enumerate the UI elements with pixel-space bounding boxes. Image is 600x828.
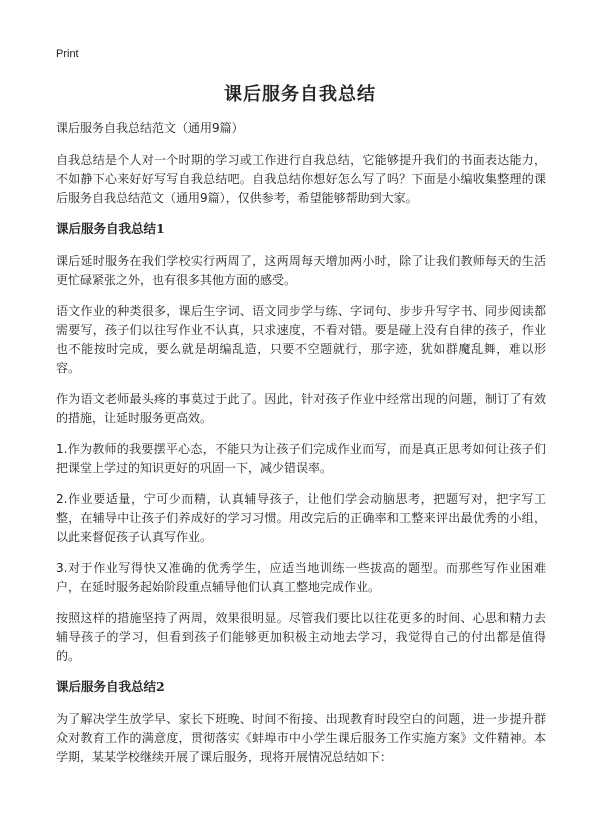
document-title: 课后服务自我总结 — [224, 84, 376, 105]
paragraph: 按照这样的措施坚持了两周，效果很明显。尽管我们要比以往花更多的时间、心思和精力去辅导孩子的学习，但看到孩子们能够更加积极主动地去学习，我觉得自己的付出都是值得的。 — [56, 611, 546, 663]
list-paragraph-2: 2.作业要适量，宁可少而精，认真辅导孩子，让他们学会动脑思考，把题写对，把字写工整，在辅导中让孩子们养成好的学习习惯。用改完后的正确率和工整来评出最优秀的小组，以此来督促孩子认真写作业。 — [56, 492, 546, 544]
paragraph: 课后延时服务在我们学校实行两周了，这两周每天增加两小时，除了让我们教师每天的生活更忙碌紧张之外，也有很多其他方面的感受。 — [56, 254, 546, 287]
section-heading-1: 课后服务自我总结1 — [56, 221, 165, 236]
document-subtitle: 课后服务自我总结范文（通用9篇） — [56, 121, 244, 135]
list-paragraph-3: 3.对于作业写得快又准确的优秀学生，应适当地训练一些拔高的题型。而那些写作业困难户，在延时服务起始阶段重点辅导他们认真工整地完成作业。 — [56, 561, 546, 594]
list-paragraph-1: 1.作为教师的我要摆平心态，不能只为让孩子们完成作业而写，而是真正思考如何让孩子们把课堂上学过的知识更好的巩固一下，减少错误率。 — [56, 442, 546, 475]
print-link[interactable]: Print — [56, 48, 79, 60]
paragraph: 作为语文老师最头疼的事莫过于此了。因此，针对孩子作业中经常出现的问题，制订了有效的措施，让延时服务更高效。 — [56, 392, 546, 425]
paragraph: 为了解决学生放学早、家长下班晚、时间不衔接、出现教育时段空白的问题，进一步提升群众对教育工作的满意度，贯彻落实《蚌埠市中小学生课后服务工作实施方案》文件精神。本学期，某某学校继续开展了课后服务，现将开展情况总结如下： — [56, 712, 546, 764]
paragraph: 语文作业的种类很多，课后生字词、语文同步学与练、字词句、步步升写字书、同步阅读都需要写，孩子们以往写作业不认真，只求速度，不看对错。要是碰上没有自律的孩子，作业也不能按时完成，要么就是胡编乱造，只要不空题就行，那字迹，犹如群魔乱舞，难以形容。 — [56, 304, 546, 375]
intro-paragraph: 自我总结是个人对一个时期的学习或工作进行自我总结，它能够提升我们的书面表达能力，不如静下心来好好写写自我总结吧。自我总结你想好怎么写了吗？下面是小编收集整理的课后服务自我总结范文（通用9篇），仅供参考，希望能够帮助到大家。 — [56, 153, 546, 205]
document-body — [56, 120, 546, 779]
section-heading-2: 课后服务自我总结2 — [56, 679, 165, 694]
